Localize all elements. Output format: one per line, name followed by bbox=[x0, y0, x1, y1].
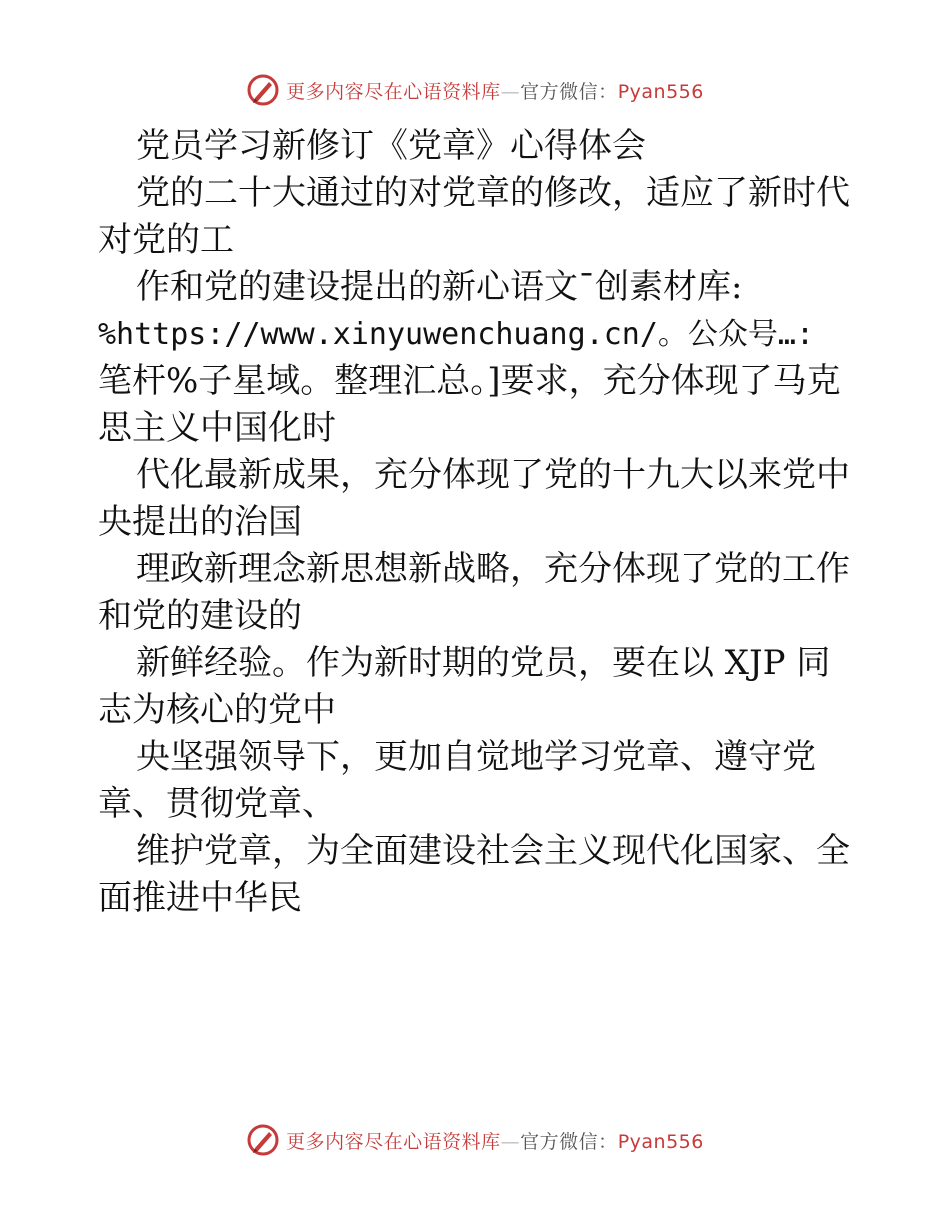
banner-text bbox=[286, 1127, 704, 1154]
doc-line: 央提出的治国 bbox=[98, 502, 302, 542]
doc-line: 面推进中华民 bbox=[98, 878, 302, 918]
doc-line: 理政新理念新思想新战略，充分体现了党的工作 bbox=[136, 549, 850, 589]
banner-wechat-id: Pyan556 bbox=[617, 1130, 704, 1153]
header-banner bbox=[0, 70, 950, 110]
pen-logo-icon bbox=[246, 73, 280, 107]
doc-line: 代化最新成果，充分体现了党的十九大以来党中 bbox=[136, 455, 850, 495]
doc-line: 和党的建设的 bbox=[98, 596, 302, 636]
banner-wechat-id: Pyan556 bbox=[617, 80, 704, 103]
doc-line: 志为核心的党中 bbox=[98, 690, 336, 730]
doc-line: 思主义中国化时 bbox=[98, 408, 336, 448]
banner-wechat-label: 官方微信： bbox=[520, 80, 618, 103]
doc-line: 笔杆%子星域。整理汇总。]要求，充分体现了马克 bbox=[98, 361, 841, 401]
banner-wechat-label: 官方微信： bbox=[520, 1130, 618, 1153]
doc-line: 党的二十大通过的对党章的修改，适应了新时代 bbox=[136, 173, 850, 213]
doc-line: 维护党章，为全面建设社会主义现代化国家、全 bbox=[136, 831, 850, 871]
banner-main: 更多内容尽在心语资料库 bbox=[286, 80, 501, 103]
document-body bbox=[98, 123, 858, 922]
doc-line: 对党的工 bbox=[98, 220, 234, 260]
doc-line: 作和党的建设提出的新心语文¯创素材库: bbox=[136, 267, 743, 307]
doc-line: 章、贯彻党章、 bbox=[98, 784, 336, 824]
doc-line: 央坚强领导下，更加自觉地学习党章、遵守党 bbox=[136, 737, 816, 777]
doc-line-url: %https://www.xinyuwenchuang.cn/。公众号…: bbox=[98, 317, 815, 352]
banner-text bbox=[286, 77, 704, 104]
footer-banner bbox=[0, 1120, 950, 1160]
banner-main: 更多内容尽在心语资料库 bbox=[286, 1130, 501, 1153]
pen-logo-icon bbox=[246, 1123, 280, 1157]
doc-line: 新鲜经验。作为新时期的党员，要在以 XJP 同 bbox=[136, 643, 831, 683]
doc-title: 党员学习新修订《党章》心得体会 bbox=[136, 126, 646, 166]
banner-dash: — bbox=[500, 1130, 521, 1153]
banner-dash: — bbox=[500, 80, 521, 103]
